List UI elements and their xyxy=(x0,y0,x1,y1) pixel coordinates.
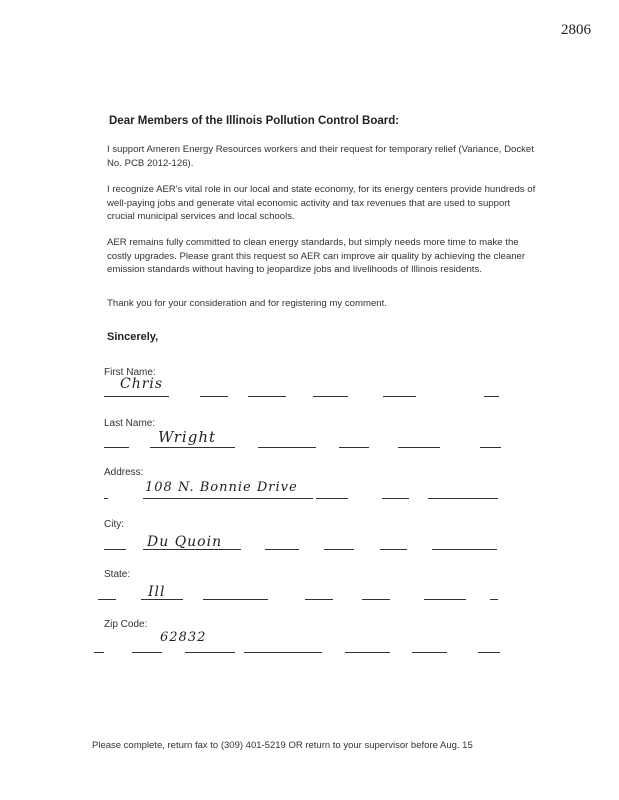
closing: Sincerely, xyxy=(107,331,159,343)
footer-instructions: Please complete, return fax to (309) 401-5219 OR return to your supervisor before Aug. 15 xyxy=(92,740,473,751)
address-label: Address: xyxy=(104,467,144,478)
city-label: City: xyxy=(104,519,124,530)
paragraph-commitment: AER remains fully committed to clean energy standards, but simply needs more time to make the costly upgrades. Please grant this request so AER can improve air quality by achieving the cleaner emission standards without having to jeopardize jobs and livelihoods of Illinois residents. xyxy=(107,237,526,275)
state-value: Ill xyxy=(148,584,166,600)
paragraph-support: I support Ameren Energy Resources workers and their request for temporary relief (Variance, Docket No. PCB 2012-126). xyxy=(107,144,534,169)
zip-code-value: 62832 xyxy=(160,630,207,645)
paragraph-thanks: Thank you for your consideration and for registering my comment. xyxy=(107,298,387,309)
last-name-value: Wright xyxy=(158,428,217,446)
address-value: 108 N. Bonnie Drive xyxy=(145,480,298,495)
zip-code-label: Zip Code: xyxy=(104,619,148,630)
city-value: Du Quoin xyxy=(147,534,223,550)
first-name-label: First Name: xyxy=(104,367,156,378)
state-label: State: xyxy=(104,569,131,580)
page-number: 2806 xyxy=(561,22,591,38)
letter-heading: Dear Members of the Illinois Pollution Control Board: xyxy=(109,115,400,127)
last-name-label: Last Name: xyxy=(104,418,156,429)
first-name-value: Chris xyxy=(120,376,164,392)
paragraph-recognize: I recognize AER's vital role in our local and state economy, for its energy centers provide hundreds of well-paying jobs and generate vital economic activity and tax revenues that are used to support crucial municipal services and local schools. xyxy=(107,184,536,222)
